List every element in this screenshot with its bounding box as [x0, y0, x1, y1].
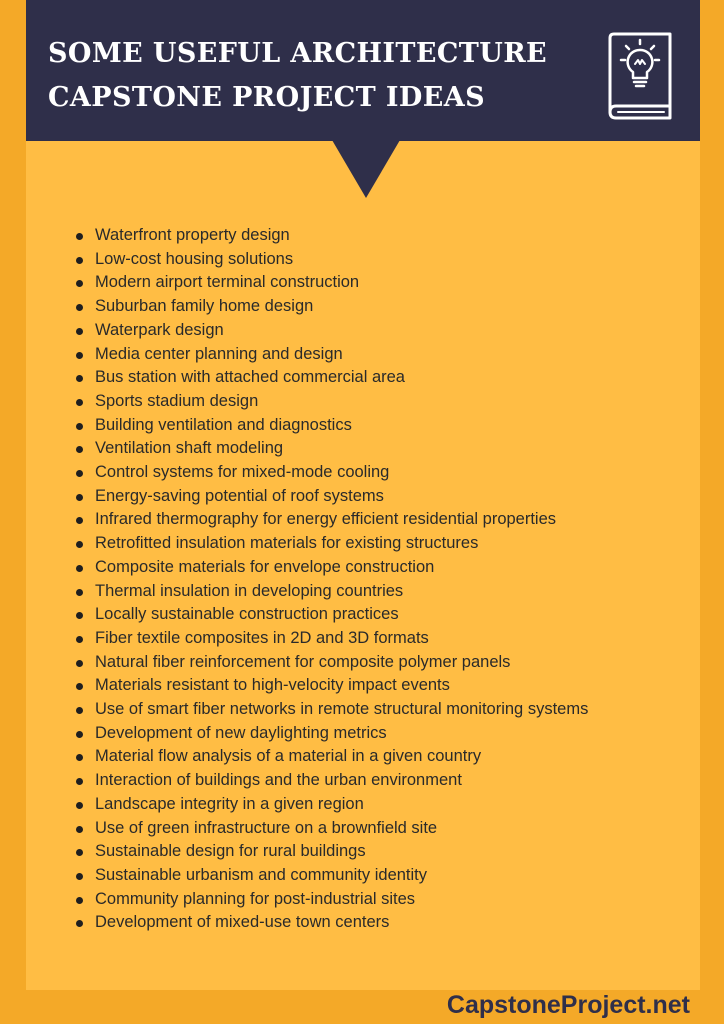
- list-item: Development of new daylighting metrics: [95, 722, 655, 746]
- project-ideas-list: [95, 224, 655, 935]
- page-title: SOME USEFUL ARCHITECTURE CAPSTONE PROJECT IDEAS: [48, 38, 548, 113]
- list-item: Sports stadium design: [95, 390, 655, 414]
- list-item: Interaction of buildings and the urban environment: [95, 769, 655, 793]
- list-item: Infrared thermography for energy efficient residential properties: [95, 508, 655, 532]
- header-pointer: [332, 140, 400, 198]
- list-item: Thermal insulation in developing countries: [95, 580, 655, 604]
- list-item: Landscape integrity in a given region: [95, 793, 655, 817]
- list-item: Energy-saving potential of roof systems: [95, 485, 655, 509]
- list-item: Materials resistant to high-velocity impact events: [95, 674, 655, 698]
- list-item: Composite materials for envelope construction: [95, 556, 655, 580]
- list-item: Material flow analysis of a material in a given country: [95, 745, 655, 769]
- list-item: Community planning for post-industrial sites: [95, 888, 655, 912]
- list-item: Low-cost housing solutions: [95, 248, 655, 272]
- right-edge-band: [700, 0, 724, 1024]
- list-item: Control systems for mixed-mode cooling: [95, 461, 655, 485]
- list-item: Bus station with attached commercial area: [95, 366, 655, 390]
- list-item: Natural fiber reinforcement for composite polymer panels: [95, 651, 655, 675]
- list-item: Retrofitted insulation materials for existing structures: [95, 532, 655, 556]
- list-item: Media center planning and design: [95, 343, 655, 367]
- list-item: Development of mixed-use town centers: [95, 911, 655, 935]
- book-lightbulb-icon: [604, 30, 674, 120]
- list-item: Waterpark design: [95, 319, 655, 343]
- list-item: Use of green infrastructure on a brownfield site: [95, 817, 655, 841]
- list-item: Sustainable urbanism and community identity: [95, 864, 655, 888]
- list-item: Building ventilation and diagnostics: [95, 414, 655, 438]
- list-item: Modern airport terminal construction: [95, 271, 655, 295]
- list-item: Use of smart fiber networks in remote structural monitoring systems: [95, 698, 655, 722]
- footer-brand: CapstoneProject.net: [446, 991, 690, 1019]
- list-item: Ventilation shaft modeling: [95, 437, 655, 461]
- list-item: Locally sustainable construction practices: [95, 603, 655, 627]
- left-edge-band: [0, 0, 26, 1024]
- list-item: Sustainable design for rural buildings: [95, 840, 655, 864]
- list-item: Waterfront property design: [95, 224, 655, 248]
- list-item: Suburban family home design: [95, 295, 655, 319]
- list-item: Fiber textile composites in 2D and 3D formats: [95, 627, 655, 651]
